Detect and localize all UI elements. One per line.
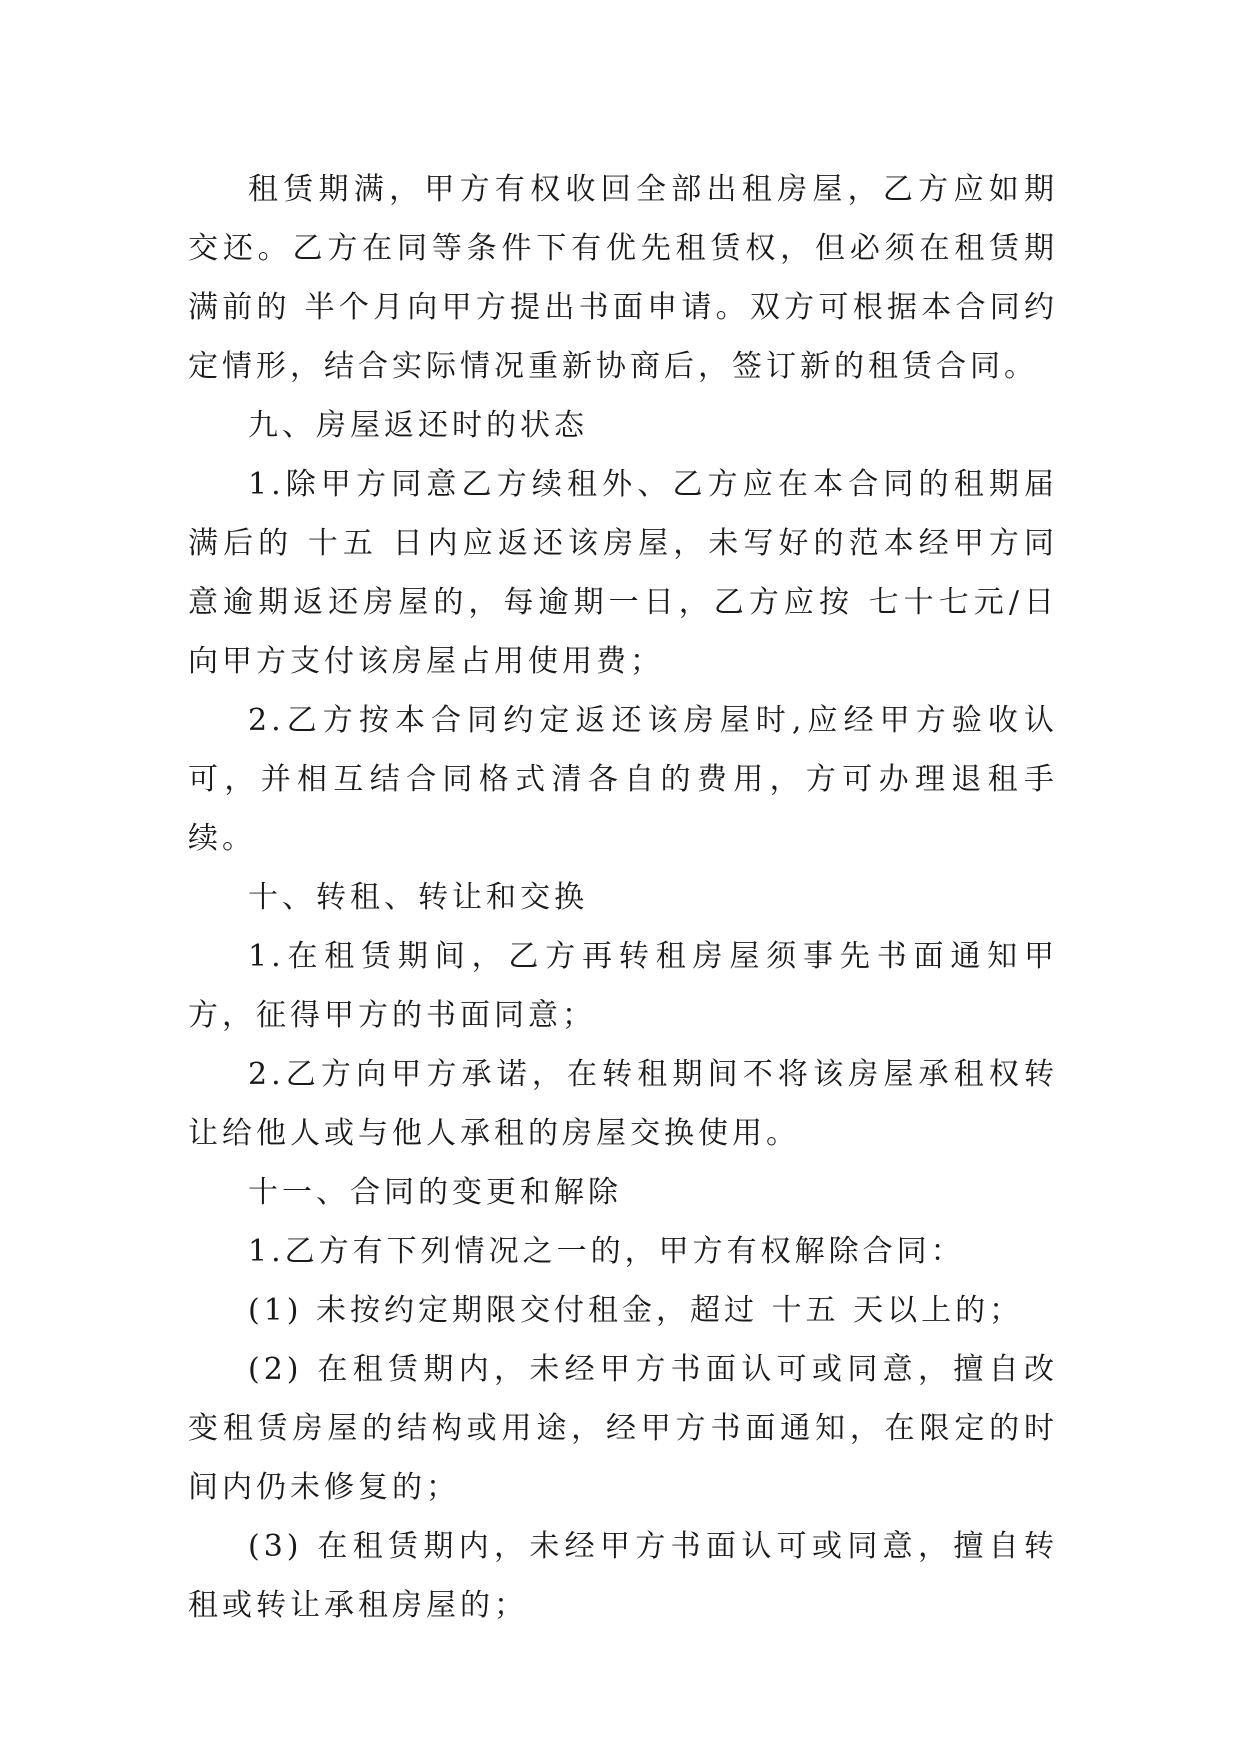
- section-heading-10: 十、转租、转让和交换: [248, 880, 588, 915]
- section-heading-9: 九、房屋返还时的状态: [248, 408, 588, 443]
- paragraph-9-1: 1.除甲方同意乙方续租外、乙方应在本合同的租期届满后的 十五 日内应返还该房屋，未写好的范本经甲方同意逾期返还房屋的，每逾期一日，乙方应按 七十七元/日向甲方支付该房屋占用使用费；: [188, 467, 1058, 679]
- paragraph-11-1-item-1: (1) 未按约定期限交付租金，超过 十五 天以上的；: [248, 1293, 1024, 1328]
- paragraph-11-1-item-2: (2) 在租赁期内，未经甲方书面认可或同意，擅自改变租赁房屋的结构或用途，经甲方书面通知，在限定的时间内仍未修复的；: [188, 1352, 1058, 1505]
- paragraph-11-1: 1.乙方有下列情况之一的，甲方有权解除合同：: [248, 1234, 965, 1269]
- paragraph-11-1-item-3: (3) 在租赁期内，未经甲方书面认可或同意，擅自转租或转让承租房屋的；: [188, 1529, 1058, 1623]
- paragraph-10-1: 1.在租赁期间，乙方再转租房屋须事先书面通知甲方，征得甲方的书面同意；: [188, 939, 1058, 1033]
- paragraph-lease-expiry: 租赁期满，甲方有权收回全部出租房屋，乙方应如期交还。乙方在同等条件下有优先租赁权，但必须在租赁期满前的 半个月向甲方提出书面申请。双方可根据本合同约定情形，结合实际情况重新协商后，签订新的租赁合同。: [188, 172, 1058, 384]
- paragraph-9-2: 2.乙方按本合同约定返还该房屋时,应经甲方验收认可，并相互结合同格式清各自的费用，方可办理退租手续。: [188, 703, 1058, 856]
- document-body: [188, 160, 1058, 1635]
- section-heading-11: 十一、合同的变更和解除: [248, 1175, 622, 1210]
- paragraph-10-2: 2.乙方向甲方承诺，在转租期间不将该房屋承租权转让给他人或与他人承租的房屋交换使用。: [188, 1057, 1058, 1151]
